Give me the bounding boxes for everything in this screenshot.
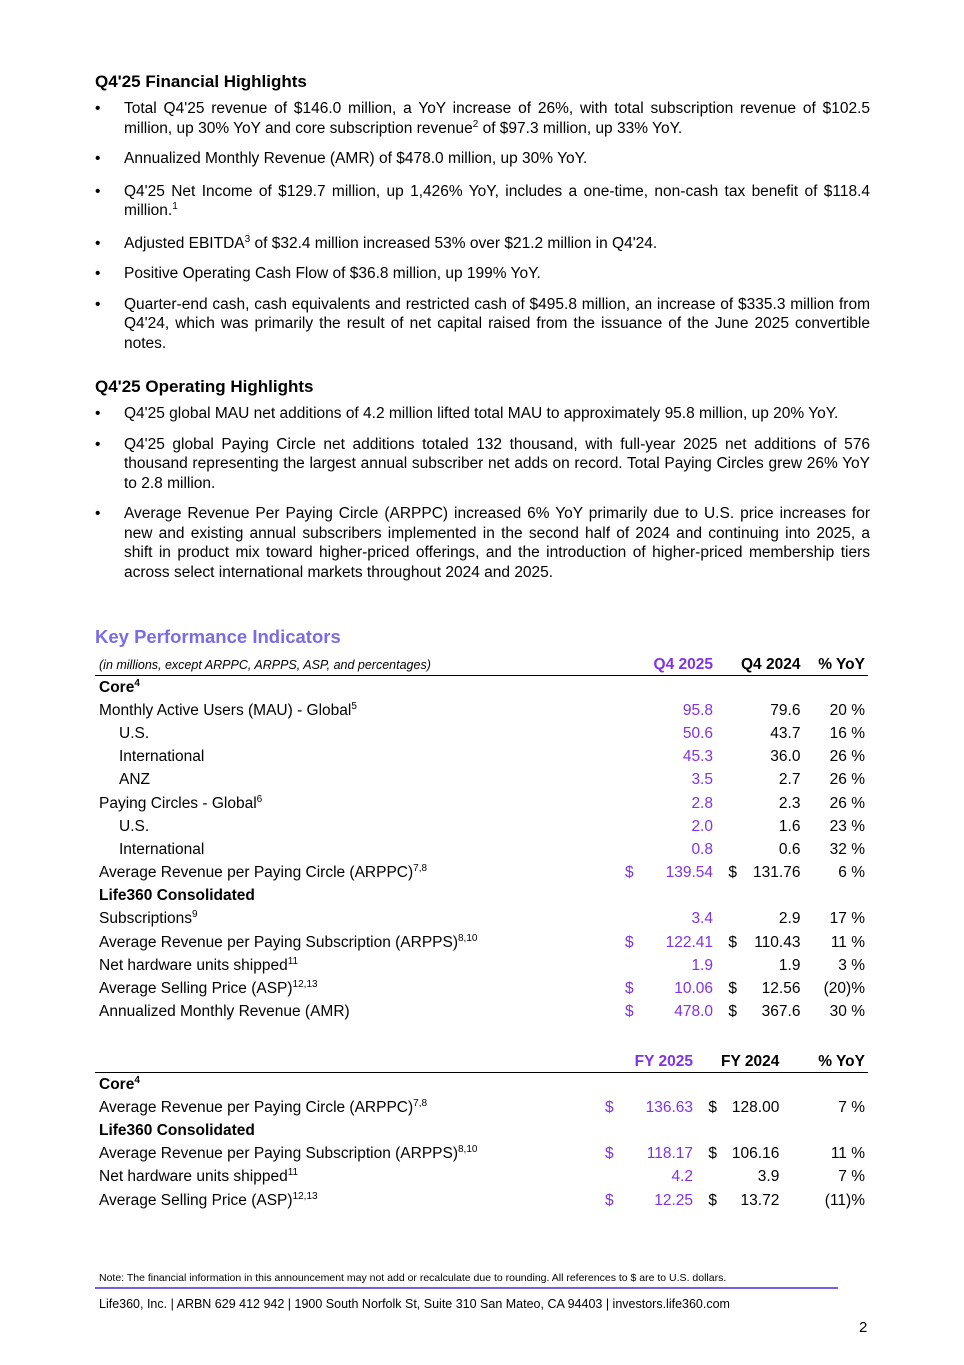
list-item: • Q4'25 global MAU net additions of 4.2 million lifted total MAU to approximately 95.8 million, up 20% YoY. <box>95 405 839 422</box>
table-header-row <box>95 655 868 676</box>
list-item: • Q4'25 Net Income of $129.7 million, up 1,426% YoY, includes a one-time, non-cash tax benefit of $118.4 million.$^1$ <box>95 182 870 219</box>
table-row: Net hardware units shipped$^{11}$ 4.2 3.9 7 % <box>99 1167 865 1186</box>
table-row: Average Selling Price (ASP)$^{12,13}$ $ 10.06 $ 12.56 (20)% <box>99 978 865 998</box>
table-row: Net hardware units shipped$^{11}$ 1.9 1.9 3 % <box>99 955 865 974</box>
units-note: (in millions, except ARPPC, ARPPS, ASP, and percentages) <box>95 655 625 676</box>
table-row: Average Revenue per Paying Subscription (ARPPS)$^{8,10}$ $ 118.17 $ 106.16 11 % <box>99 1144 865 1163</box>
financial-highlights-title: Q4'25 Financial Highlights <box>95 72 307 91</box>
list-item: • Q4'25 global Paying Circle net additions totaled 132 thousand, with full-year 2025 net additions of 576 thousand representing the largest annual subscriber net adds on record. Total Paying Circles grew 26% YoY to 2.8 million. <box>95 435 870 492</box>
section-row-core: Core$^4$ <box>99 1074 140 1093</box>
table-row: Monthly Active Users (MAU) - Global$^5$ 95.8 79.6 20 % <box>99 700 865 719</box>
table-header-row <box>95 1052 868 1073</box>
list-item: • Quarter-end cash, cash equivalents and restricted cash of $495.8 million, an increase of $335.3 million from Q4'24, which was primarily the result of net capital raised from the issuance of the June 2025 convertible notes. <box>95 295 870 352</box>
footnote: Note: The financial information in this announcement may not add or recalculate due to rounding. All references to $ are to U.S. dollars. <box>99 1272 727 1284</box>
footer-address: Life360, Inc. | ARBN 629 412 942 | 1900 South Norfolk St, Suite 310 San Mateo, CA 94403 | investors.life360.com <box>99 1297 730 1311</box>
table-row: U.S. 50.6 43.7 16 % <box>119 724 865 742</box>
list-item: • Total Q4'25 revenue of $146.0 million, a YoY increase of 26%, with total subscription revenue of $102.5 million, up 30% YoY and core subscription revenue$^2$ of $97.3 million, up 33% YoY. <box>95 100 870 137</box>
table-row: ANZ 3.5 2.7 26 % <box>119 771 865 789</box>
section-row-core: Core$^4$ <box>99 677 140 696</box>
table-row: Paying Circles - Global$^6$ 2.8 2.3 26 % <box>99 793 865 812</box>
table-row: Average Revenue per Paying Circle (ARPPC)$^{7,8}$ $ 139.54 $ 131.76 6 % <box>99 862 865 882</box>
kpi-quarterly-table <box>95 655 868 1024</box>
list-item: • Adjusted EBITDA$^3$ of $32.4 million increased 53% over $21.2 million in Q4'24. <box>95 233 658 252</box>
footer-divider <box>95 1287 838 1289</box>
table-row: Annualized Monthly Revenue (AMR) $ 478.0 $ 367.6 30 % <box>99 1003 865 1021</box>
col-q4-2025: Q4 2025 <box>639 655 713 676</box>
operating-highlights-list <box>95 404 870 593</box>
col-yoy: % YoY <box>800 655 868 676</box>
section-row-consolidated: Life360 Consolidated <box>99 1121 255 1139</box>
list-item: • Annualized Monthly Revenue (AMR) of $478.0 million, up 30% YoY. <box>95 150 588 167</box>
table-row: Average Selling Price (ASP)$^{12,13}$ $ 12.25 $ 13.72 (11)% <box>99 1190 865 1209</box>
table-row: Average Revenue per Paying Subscription (ARPPS)$^{8,10}$ $ 122.41 $ 110.43 11 % <box>99 932 865 951</box>
page-number: 2 <box>859 1319 868 1336</box>
list-item: • Positive Operating Cash Flow of $36.8 million, up 199% YoY. <box>95 265 541 282</box>
col-q4-2024: Q4 2024 <box>741 655 800 676</box>
table-row: Average Revenue per Paying Circle (ARPPC)$^{7,8}$ $ 136.63 $ 128.00 7 % <box>99 1097 865 1116</box>
financial-highlights-list <box>95 99 870 364</box>
col-yoy: % YoY <box>779 1052 868 1073</box>
table-row: International 0.8 0.6 32 % <box>119 840 865 858</box>
table-row: U.S. 2.0 1.6 23 % <box>119 817 865 835</box>
kpi-title: Key Performance Indicators <box>95 626 341 647</box>
section-row-consolidated: Life360 Consolidated <box>99 887 255 905</box>
table-row: Subscriptions$^9$ 3.4 2.9 17 % <box>99 909 865 928</box>
operating-highlights-title: Q4'25 Operating Highlights <box>95 377 314 396</box>
col-fy-2025: FY 2025 <box>619 1052 693 1073</box>
kpi-fullyear-table <box>95 1052 868 1212</box>
col-fy-2024: FY 2024 <box>721 1052 779 1073</box>
list-item: • Average Revenue Per Paying Circle (ARPPC) increased 6% YoY primarily due to U.S. price increases for new and existing annual subscribers implemented in the second half of 2024 and continuing into 2025, a shift in product mix toward higher-priced offerings, and the introduction of higher-priced membership tiers across select international markets throughout 2024 and 2025. <box>95 505 870 581</box>
table-row: International 45.3 36.0 26 % <box>119 748 865 766</box>
